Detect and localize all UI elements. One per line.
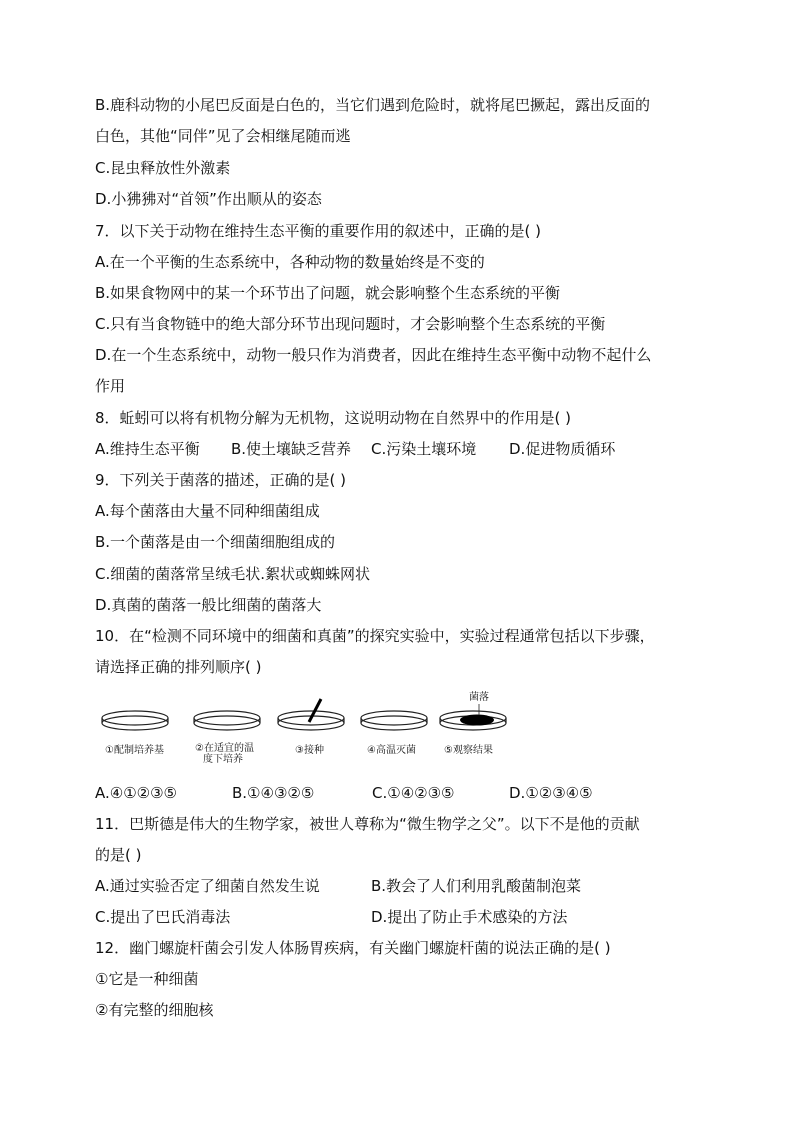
q7-option-a: A.在一个平衡的生态系统中，各种动物的数量始终是不变的 <box>95 253 485 271</box>
q7-stem: 7．以下关于动物在维持生态平衡的重要作用的叙述中，正确的是( ) <box>95 222 542 240</box>
q9-option-c: C.细菌的菌落常呈绒毛状.絮状或蜘蛛网状 <box>95 565 371 583</box>
q12-item-2: ②有完整的细胞核 <box>95 1001 214 1019</box>
q10-stem-line2: 请选择正确的排列顺序( ) <box>95 658 262 676</box>
step2-label-line2: 度下培养 <box>203 754 243 765</box>
petri-dishes-illustration <box>95 690 515 770</box>
q9-stem: 9．下列关于菌落的描述，正确的是( ) <box>95 471 347 489</box>
q6-option-b-line1: B.鹿科动物的小尾巴反面是白色的，当它们遇到危险时，就将尾巴撅起，露出反面的 <box>95 96 651 114</box>
petri-dish-2 <box>194 711 260 730</box>
step1-label: ①配制培养基 <box>105 745 164 756</box>
q8-option-d: D.促进物质循环 <box>509 440 616 458</box>
q7-option-c: C.只有当食物链中的绝大部分环节出现问题时，才会影响整个生态系统的平衡 <box>95 315 606 333</box>
q8-option-b: B.使土壤缺乏营养 <box>231 440 352 458</box>
petri-dish-4 <box>361 711 427 730</box>
step3-label: ③接种 <box>295 745 324 756</box>
q9-option-d: D.真菌的菌落一般比细菌的菌落大 <box>95 596 322 614</box>
q11-option-a: A.通过实验否定了细菌自然发生说 <box>95 877 320 895</box>
q9-option-a: A.每个菌落由大量不同种细菌组成 <box>95 502 320 520</box>
step2-label-line1: ②在适宜的温 <box>195 743 254 754</box>
q10-option-a: A.④①②③⑤ <box>95 784 178 802</box>
q8-option-a: A.维持生态平衡 <box>95 440 200 458</box>
q12-stem: 12．幽门螺旋杆菌会引发人体肠胃疾病，有关幽门螺旋杆菌的说法正确的是( ) <box>95 939 611 957</box>
q11-stem-line1: 11．巴斯德是伟大的生物学家，被世人尊称为“微生物学之父”。以下不是他的贡献 <box>95 815 640 833</box>
q10-option-d: D.①②③④⑤ <box>509 784 593 802</box>
colony-icon <box>460 715 494 726</box>
q11-option-d: D.提出了防止手术感染的方法 <box>371 908 568 926</box>
q11-stem-line2: 的是( ) <box>95 846 142 864</box>
q11-option-c: C.提出了巴氏消毒法 <box>95 908 231 926</box>
q10-stem-line1: 10．在“检测不同环境中的细菌和真菌”的探究实验中，实验过程通常包括以下步骤， <box>95 627 655 645</box>
q10-option-b: B.①④③②⑤ <box>232 784 315 802</box>
q11-option-b: B.教会了人们利用乳酸菌制泡菜 <box>371 877 582 895</box>
q6-option-b-line2: 白色，其他“同伴”见了会相继尾随而逃 <box>95 127 351 145</box>
q6-option-c: C.昆虫释放性外激素 <box>95 159 231 177</box>
q9-option-b: B.一个菌落是由一个细菌细胞组成的 <box>95 533 336 551</box>
petri-dish-3 <box>278 699 344 730</box>
q8-stem: 8．蚯蚓可以将有机物分解为无机物，这说明动物在自然界中的作用是( ) <box>95 409 572 427</box>
step5-label: ⑤观察结果 <box>444 745 493 756</box>
q8-option-c: C.污染土壤环境 <box>371 440 477 458</box>
experiment-steps-figure <box>95 690 515 770</box>
q11-options-row1 <box>95 877 695 895</box>
q7-option-d-line2: 作用 <box>95 377 126 395</box>
q7-option-d-line1: D.在一个生态系统中，动物一般只作为消费者，因此在维持生态平衡中动物不起什么 <box>95 346 652 364</box>
petri-dish-5 <box>440 704 506 730</box>
q8-options <box>95 440 695 458</box>
q12-item-1: ①它是一种细菌 <box>95 970 199 988</box>
q7-option-b: B.如果食物网中的某一个环节出了问题，就会影响整个生态系统的平衡 <box>95 284 561 302</box>
colony-label: 菌落 <box>469 692 489 703</box>
q10-option-c: C.①④②③⑤ <box>372 784 455 802</box>
q6-option-d: D.小狒狒对“首领”作出顺从的姿态 <box>95 190 322 208</box>
step4-label: ④高温灭菌 <box>367 745 416 756</box>
petri-dish-1 <box>102 711 168 730</box>
q11-options-row2 <box>95 908 695 926</box>
q10-options <box>95 784 695 802</box>
